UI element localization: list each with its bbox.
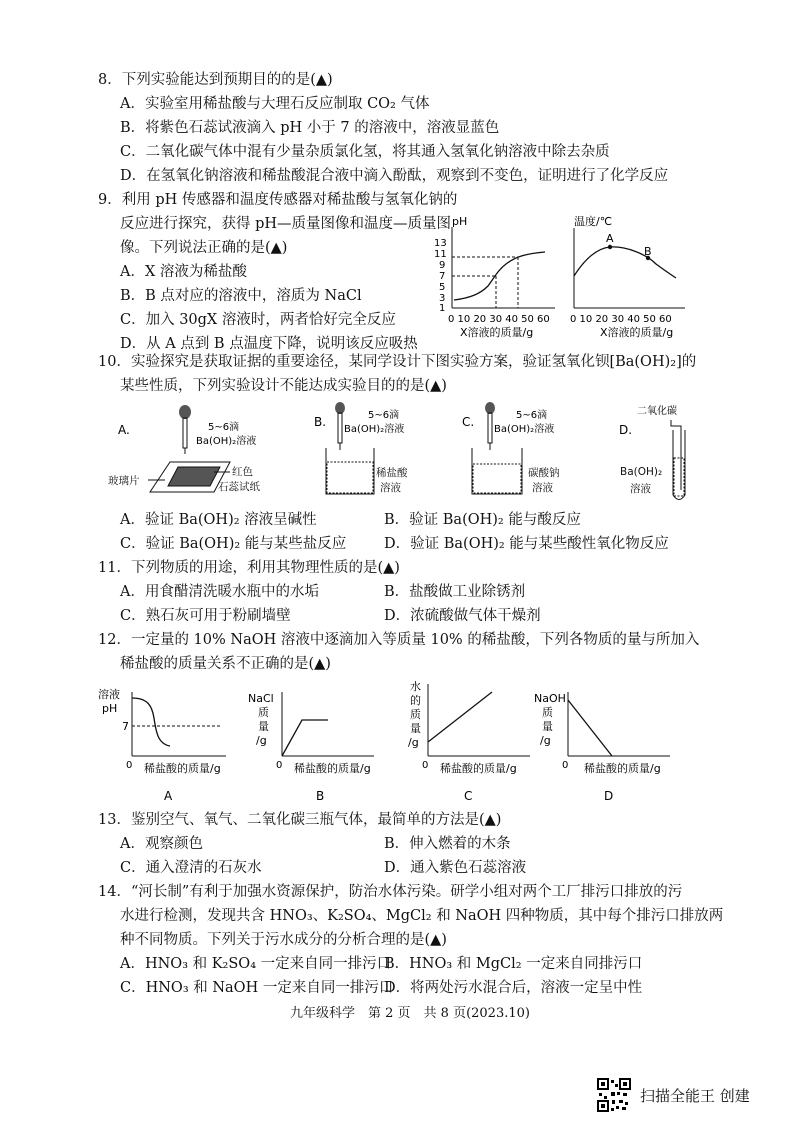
q10-fig-d-sol-2: 溶液 [630,483,651,495]
q9-option-a: A．X 溶液为稀盐酸 [120,264,247,280]
q8-option-b: B．将紫色石蕊试液滴入 pH 小于 7 的溶液中，溶液显蓝色 [120,120,500,136]
q12-graph-d-ylabel-4: /g [540,734,551,747]
q12-graph-a-letter: A [164,789,173,803]
q10-stem-2: 某些性质，下列实验设计不能达成实验目的的是(▲) [120,378,447,394]
q10-fig-b-sol-2: 溶液 [380,482,401,494]
q12-graph-a-ylabel-1: 溶液 [98,688,120,701]
q10-option-a: A．验证 Ba(OH)₂ 溶液呈碱性 [120,512,317,528]
q8-option-d: D．在氢氧化钠溶液和稀盐酸混合液中滴入酚酞，观察到不变色，证明进行了化学反应 [120,168,669,184]
q9-ph-graph [430,212,560,342]
q9-ytick-5: 5 [439,282,446,293]
q11-option-c: C．熟石灰可用于粉刷墙壁 [120,608,291,624]
q12-graph-b-ylabel-2: 质 [258,706,269,719]
q11-option-d: D．浓硫酸做气体干燥剂 [384,608,541,624]
q9-ytick-3: 3 [439,293,446,304]
q12-graph-b-letter: B [316,789,325,803]
q9-temp-curve [574,247,676,278]
q9-ph-graph-xlabel: X溶液的质量/g [460,326,534,339]
q10-figure-d [615,400,705,510]
q9-temp-graph-ylabel: 温度/℃ [574,215,613,228]
q9-stem-3: 像。下列说法正确的是(▲) [120,240,288,256]
q12-graph-c-origin: 0 [422,760,429,771]
q10-option-d: D．验证 Ba(OH)₂ 能与某些酸性氧化物反应 [384,536,669,552]
q14-stem-2: 水进行检测，发现共含 HNO₃、K₂SO₄、MgCl₂ 和 NaOH 四种物质，其中每个排污口排放两 [120,908,724,924]
q10-fig-c-sol-2: 溶液 [532,482,553,494]
q12-graph-c [400,678,550,804]
q9-ytick-9: 9 [439,260,446,271]
q10-fig-d-gas: 二氧化碳 [637,406,677,417]
q10-fig-b-drops: 5~6滴 [368,410,400,421]
q9-point-a-label: A [606,232,614,245]
q9-option-b: B．B 点对应的溶液中，溶质为 NaCl [120,288,362,304]
q12-stem-1: 12．一定量的 10% NaOH 溶液中逐滴加入等质量 10% 的稀盐酸，下列各物质的量与所加入 [98,632,700,648]
q9-ytick-7: 7 [439,271,446,282]
q10-fig-d-label: D. [619,423,633,437]
q13-option-d: D．通入紫色石蕊溶液 [384,860,527,876]
q12-graph-b-origin: 0 [276,760,283,771]
q10-fig-b-label: B. [314,415,327,429]
q12-graph-b [244,684,394,804]
q9-option-c: C．加入 30gX 溶液时，两者恰好完全反应 [120,312,396,328]
q9-ytick-1: 1 [439,303,446,314]
q12-graph-c-xlabel: 稀盐酸的质量/g [440,762,517,775]
q8-stem: 8．下列实验能达到预期目的的是(▲) [98,72,333,88]
litmus-paper [168,467,220,486]
q10-fig-c-drops: 5~6滴 [516,410,548,421]
q13-option-c: C．通入澄清的石灰水 [120,860,262,876]
q13-stem: 13．鉴别空气、氧气、二氧化碳三瓶气体，最简单的方法是(▲) [98,812,502,828]
q10-fig-a-reagent: Ba(OH)₂溶液 [196,436,257,447]
q12-graph-d-origin: 0 [562,760,569,771]
q10-fig-c-label: C. [462,415,475,429]
q13-option-a: A．观察颜色 [120,836,203,852]
q9-point-a [608,245,612,249]
q10-fig-a-glass: 玻璃片 [108,475,140,487]
q10-fig-a-drops: 5~6滴 [208,422,240,433]
q12-stem-2: 稀盐酸的质量关系不正确的是(▲) [120,656,331,672]
q12-graph-a-xlabel: 稀盐酸的质量/g [144,762,221,775]
q12-graph-c-ylabel-4: 量 [410,722,421,735]
q12-graph-a [96,684,246,804]
q10-fig-c-sol-1: 碳酸钠 [528,467,560,479]
q12-graph-b-ylabel-4: /g [256,734,267,747]
q10-fig-a-paper-1: 红色 [232,466,253,478]
q12-graph-c-ylabel-5: /g [408,736,419,749]
q12-graph-c-ylabel-1: 水 [410,680,421,693]
q11-stem: 11．下列物质的用途，利用其物理性质的是(▲) [98,560,400,576]
q9-temp-graph-xticks: 0 10 20 30 40 50 60 [570,314,672,325]
q12-graph-c-ylabel-3: 质 [410,708,421,721]
q9-ytick-11: 11 [434,249,447,260]
q10-fig-b-reagent: Ba(OH)₂溶液 [344,424,405,435]
q9-ph-graph-ylabel: pH [452,215,468,228]
q12-graph-c-ylabel-2: 的 [410,694,421,707]
q10-stem-1: 10．实验探究是获取证据的重要途径，某同学设计下图实验方案，验证氢氧化钡[Ba(OH)₂]的 [98,354,697,370]
q12-graph-b-ylabel-1: NaCl [248,692,274,705]
q10-figure-c [458,398,598,503]
q11-option-b: B．盐酸做工业除锈剂 [384,584,526,600]
q12-graph-d-ylabel-2: 质 [542,706,553,719]
qr-code-icon [597,1078,631,1112]
q12-graph-c-letter: C [464,789,473,803]
q12-graph-d [530,684,690,804]
scanner-brand-watermark: 扫描全能王 创建 [640,1087,750,1105]
q10-fig-b-sol-1: 稀盐酸 [376,467,408,479]
q14-option-d: D．将两处污水混合后，溶液一定呈中性 [384,980,643,996]
q9-temp-graph [560,212,690,342]
q9-stem-1: 9．利用 pH 传感器和温度传感器对稀盐酸与氢氧化钠的 [98,192,458,208]
q9-point-b-label: B [644,245,652,258]
q8-option-a: A．实验室用稀盐酸与大理石反应制取 CO₂ 气体 [120,96,430,112]
q8-option-c: C．二氧化碳气体中混有少量杂质氯化氢，将其通入氢氧化钠溶液中除去杂质 [120,144,610,160]
q10-fig-d-sol-1: Ba(OH)₂ [620,466,663,478]
q12-graph-a-tick-7: 7 [122,720,129,733]
q12-graph-b-ylabel-3: 量 [258,720,269,733]
q10-option-c: C．验证 Ba(OH)₂ 能与某些盐反应 [120,536,347,552]
q13-option-b: B．伸入燃着的木条 [384,836,511,852]
q12-graph-d-xlabel: 稀盐酸的质量/g [584,762,661,775]
q12-graph-d-letter: D [604,789,614,803]
q11-option-a: A．用食醋清洗暖水瓶中的水垢 [120,584,319,600]
q14-option-a: A．HNO₃ 和 K₂SO₄ 一定来自同一排污口 [120,956,392,972]
page-footer: 九年级科学 第 2 页 共 8 页(2023.10) [290,1006,530,1021]
q12-graph-d-ylabel-1: NaOH [534,692,566,705]
q9-stem-2: 反应进行探究，获得 pH—质量图像和温度—质量图 [120,216,452,232]
q12-graph-b-xlabel: 稀盐酸的质量/g [294,762,371,775]
q9-ph-graph-xticks: 0 10 20 30 40 50 60 [448,314,550,325]
q14-option-b: B．HNO₃ 和 MgCl₂ 一定来自同排污口 [384,956,643,972]
q14-option-c: C．HNO₃ 和 NaOH 一定来自同一排污口 [120,980,394,996]
q12-graph-a-ylabel-2: pH [102,702,118,715]
q14-stem-1: 14．“河长制”有利于加强水资源保护，防治水体污染。研学小组对两个工厂排污口排放的污 [98,884,683,900]
q14-stem-3: 种不同物质。下列关于污水成分的分析合理的是(▲) [120,932,447,948]
q10-option-b: B．验证 Ba(OH)₂ 能与酸反应 [384,512,581,528]
q9-ytick-13: 13 [434,238,447,249]
q9-option-d: D．从 A 点到 B 点温度下降，说明该反应吸热 [120,336,418,352]
q9-temp-graph-xlabel: X溶液的质量/g [600,326,674,339]
q10-figure-a [110,400,300,505]
q10-fig-c-reagent: Ba(OH)₂溶液 [494,424,555,435]
q10-fig-a-paper-2: 石蕊试纸 [218,481,260,493]
q12-graph-a-origin: 0 [126,760,133,771]
q12-graph-d-ylabel-3: 量 [542,720,553,733]
q10-fig-a-label: A. [118,423,130,437]
